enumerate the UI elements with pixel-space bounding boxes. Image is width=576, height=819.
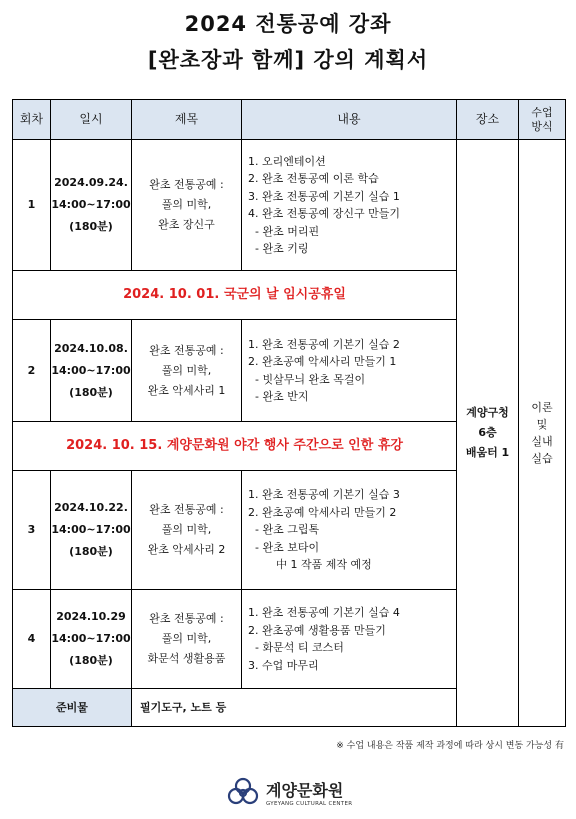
holiday-notice: 2024. 10. 01. 국군의 날 임시공휴일 [13,271,457,320]
content-line: 2. 완초공예 악세사리 만들기 2 [248,505,397,519]
session-content [242,471,457,590]
date-line: 2024.10.08. [54,341,128,355]
method-line: 실내 [531,435,553,448]
content-line: 2. 완초공예 악세사리 만들기 1 [248,355,397,368]
time-line: 14:00~17:00 [51,523,131,536]
session-number: 3 [13,471,51,590]
method-header-line: 방식 [531,119,553,133]
content-line: - 빗살무늬 완초 목걸이 [248,372,366,386]
content-line: - 화문석 티 코스터 [248,641,344,654]
title-line: 완초 장신구 [158,218,215,231]
prep-items: 필기도구, 노트 등 [132,689,566,727]
column-header-title: 제목 [132,100,242,140]
content-line: - 완초 보타이 [248,540,320,554]
content-line: 2. 완초공예 생활용품 만들기 [248,623,386,637]
table-header-row [13,100,566,140]
prep-row [13,689,566,727]
place-line: 계양구청 [466,406,509,419]
time-line: 14:00~17:00 [51,632,131,645]
session-title [132,471,242,590]
page-title: 2024 전통공예 강좌 [184,12,392,36]
time-line: 14:00~17:00 [51,198,131,211]
lecture-plan-table [12,99,566,727]
session-content [242,590,457,689]
content-line: 2. 완초 전통공예 이론 학습 [248,172,379,185]
org-logo [226,776,366,814]
place-cell [457,140,519,727]
session-date [51,140,132,271]
title-line: 완초 악세사리 2 [147,543,226,556]
table-row [13,140,566,271]
session-number: 2 [13,320,51,422]
session-title [132,320,242,422]
session-content [242,140,457,271]
title-line: 화문석 생활용품 [147,652,226,665]
org-subtitle: GYEYANG CULTURAL CENTER [266,801,353,807]
title-line: 풀의 미학, [161,198,212,211]
content-line: - 완초 그립톡 [248,523,320,537]
prep-label: 준비물 [13,689,132,727]
lotus-emblem-icon [226,776,260,810]
method-line: 이론 [531,401,553,414]
footnote: ※ 수업 내용은 작품 제작 과정에 따라 상시 변동 가능성 有 [336,741,564,751]
content-line: 中 1 작품 제작 예정 [248,558,372,572]
session-title [132,590,242,689]
title-line: 완초 전통공예 : [149,612,224,625]
duration-line: (180분) [69,545,113,558]
method-header-line: 수업 [531,105,553,119]
method-cell [519,140,566,727]
content-line: 1. 완초 전통공예 기본기 실습 4 [248,606,400,619]
session-date [51,590,132,689]
session-title [132,140,242,271]
column-header-place: 장소 [457,100,519,140]
content-line: 4. 완초 전통공예 장신구 만들기 [248,207,400,220]
org-name: 계양문화원 [266,781,344,800]
page-subtitle: [완초장과 함께] 강의 계획서 [147,48,429,72]
content-line: - 완초 머리핀 [248,224,320,238]
date-line: 2024.10.29 [56,610,126,623]
column-header-content: 내용 [242,100,457,140]
duration-line: (180분) [69,385,113,399]
content-line: 3. 수업 마무리 [248,658,319,672]
title-line: 풀의 미학, [161,363,212,377]
place-line: 6층 [478,426,497,439]
date-line: 2024.09.24. [54,176,128,189]
content-line: 3. 완초 전통공예 기본기 실습 1 [248,189,400,203]
session-number: 1 [13,140,51,271]
date-line: 2024.10.22. [54,501,128,514]
session-content [242,320,457,422]
session-date [51,471,132,590]
content-line: 1. 완초 전통공예 기본기 실습 3 [248,488,400,502]
content-line: 1. 완초 전통공예 기본기 실습 2 [248,337,400,351]
title-line: 완초 악세사리 1 [147,383,226,397]
method-line: 실습 [531,452,553,465]
holiday-notice: 2024. 10. 15. 계양문화원 야간 행사 주간으로 인한 휴강 [13,422,457,471]
column-header-session: 회차 [13,100,51,140]
title-line: 풀의 미학, [161,523,212,536]
method-line: 및 [536,418,548,431]
duration-line: (180분) [69,220,113,233]
title-line: 완초 전통공예 : [149,343,224,357]
title-line: 완초 전통공예 : [149,178,224,191]
column-header-method [519,100,566,140]
content-line: 1. 오리엔테이션 [248,154,326,168]
session-date [51,320,132,422]
place-line: 배움터 1 [465,446,510,459]
content-line: - 완초 반지 [248,390,309,403]
duration-line: (180분) [69,654,113,667]
session-number: 4 [13,590,51,689]
title-line: 풀의 미학, [161,632,212,645]
title-line: 완초 전통공예 : [149,503,224,516]
time-line: 14:00~17:00 [51,363,131,377]
content-line: - 완초 키링 [248,242,309,255]
column-header-datetime: 일시 [51,100,132,140]
